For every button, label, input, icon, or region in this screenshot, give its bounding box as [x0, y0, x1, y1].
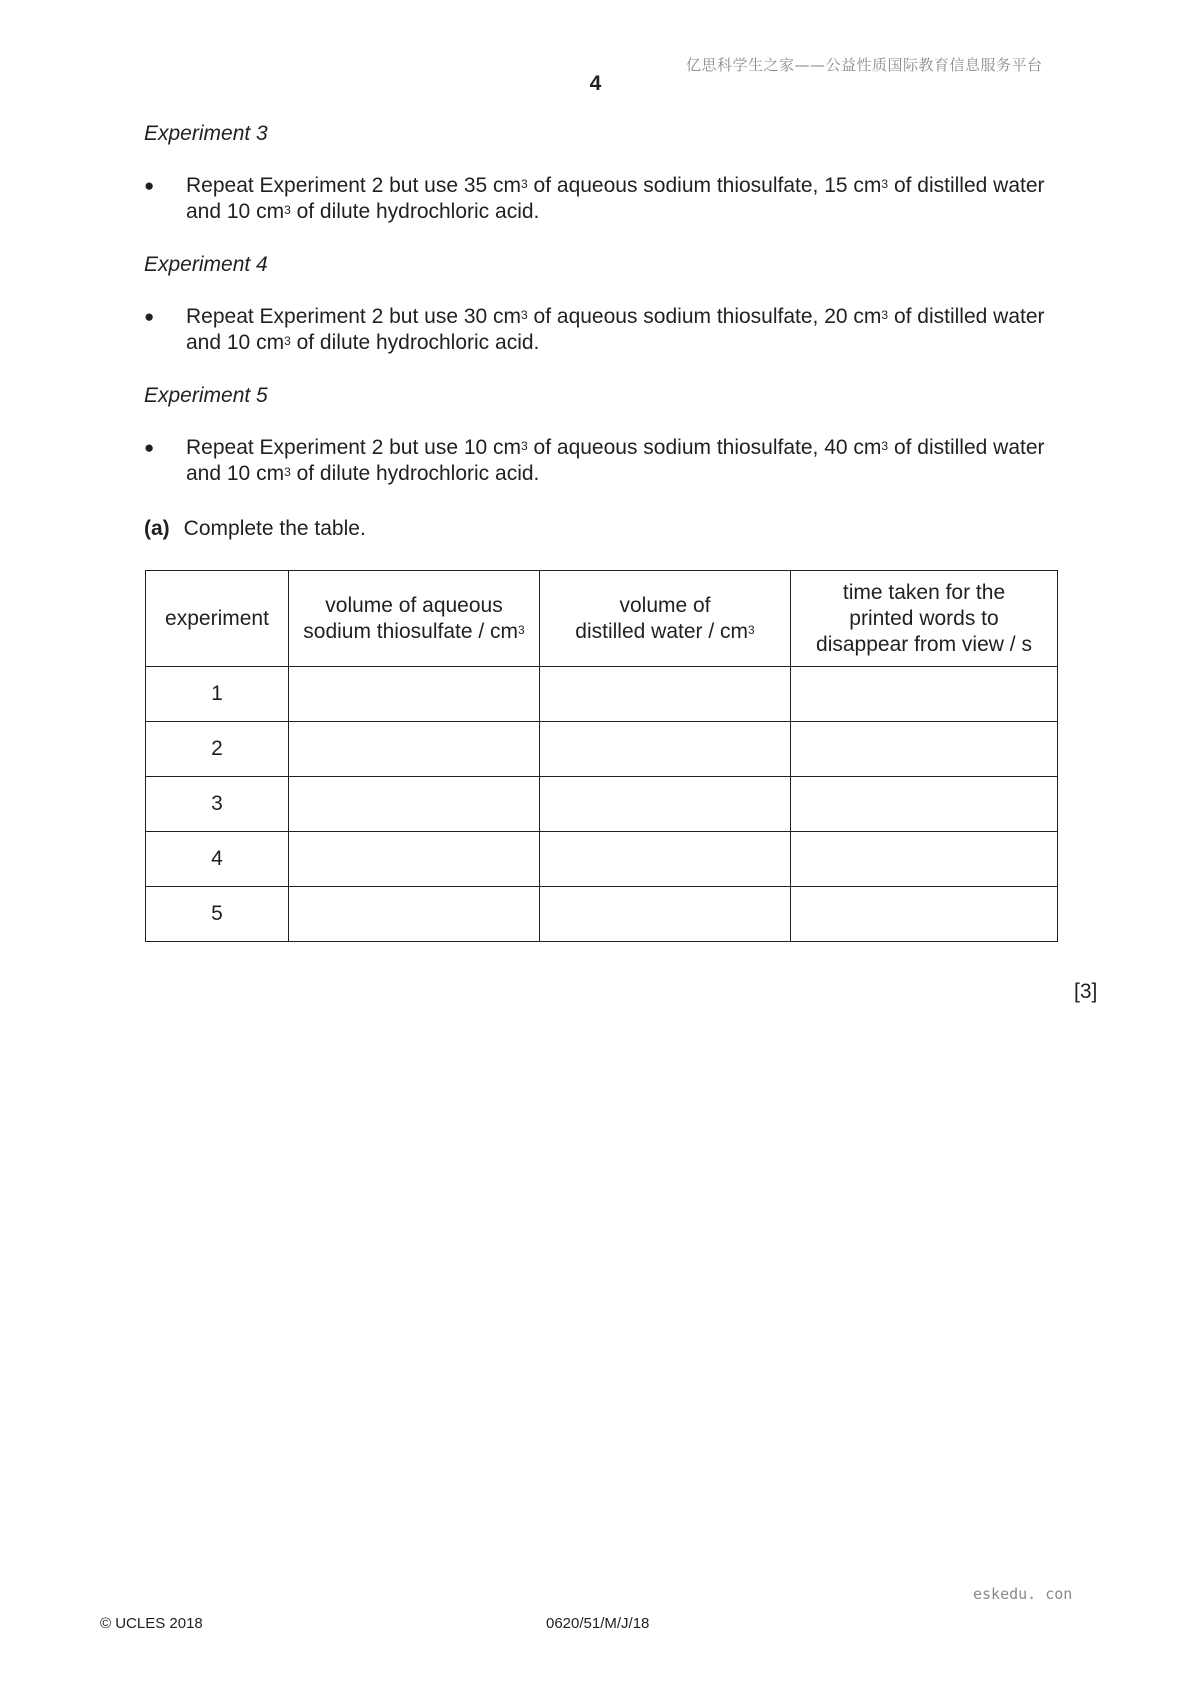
water-volume-cell[interactable] — [540, 777, 791, 832]
row-experiment-number: 1 — [146, 667, 289, 722]
table-row — [146, 722, 1058, 777]
thiosulfate-volume-cell[interactable] — [289, 667, 540, 722]
thiosulfate-volume-cell[interactable] — [289, 887, 540, 942]
water-volume-cell[interactable] — [540, 667, 791, 722]
page-number: 4 — [589, 72, 602, 95]
instruction-text: Repeat Experiment 2 but use 30 $cm^3$ of aqueous sodium thiosulfate, 20 $cm^3$ of distilled water and 10 $cm^3$ of dilute hydrochloric acid. — [186, 305, 1045, 354]
copyright: © UCLES 2018 — [100, 1615, 203, 1632]
row-experiment-number: 5 — [146, 887, 289, 942]
time-taken-cell[interactable] — [791, 832, 1058, 887]
water-volume-cell[interactable] — [540, 722, 791, 777]
experiment-5-heading: Experiment 5 — [144, 384, 268, 407]
table-row — [146, 667, 1058, 722]
question-part-a — [144, 517, 366, 541]
paper-code: 0620/51/M/J/18 — [546, 1615, 650, 1632]
thiosulfate-volume-cell[interactable] — [289, 832, 540, 887]
watermark-footer: eskedu. con — [973, 1585, 1073, 1603]
time-taken-cell[interactable] — [791, 722, 1058, 777]
time-taken-cell[interactable] — [791, 777, 1058, 832]
results-table — [145, 570, 1058, 942]
thiosulfate-volume-cell[interactable] — [289, 777, 540, 832]
row-experiment-number: 3 — [146, 777, 289, 832]
marks-allocation: [3] — [1074, 980, 1098, 1003]
water-volume-cell[interactable] — [540, 832, 791, 887]
bullet-icon: ● — [144, 176, 155, 195]
water-volume-cell[interactable] — [540, 887, 791, 942]
table-header-row — [146, 571, 1058, 667]
table-row — [146, 832, 1058, 887]
experiment-3-heading: Experiment 3 — [144, 122, 268, 145]
watermark-header: 亿思科学生之家——公益性质国际教育信息服务平台 — [686, 56, 1043, 74]
table-row — [146, 887, 1058, 942]
row-experiment-number: 4 — [146, 832, 289, 887]
time-taken-cell[interactable] — [791, 887, 1058, 942]
experiment-5-instruction — [144, 435, 1104, 491]
time-taken-cell[interactable] — [791, 667, 1058, 722]
thiosulfate-volume-cell[interactable] — [289, 722, 540, 777]
question-label: (a) — [144, 517, 170, 540]
header-water-volume: volume of distilled water / $cm^3$ — [540, 571, 791, 667]
bullet-icon: ● — [144, 307, 155, 326]
instruction-text: Repeat Experiment 2 but use 10 $cm^3$ of aqueous sodium thiosulfate, 40 $cm^3$ of distilled water and 10 $cm^3$ of dilute hydrochloric acid. — [186, 436, 1045, 485]
experiment-4-instruction — [144, 304, 1104, 360]
header-experiment: experiment — [146, 571, 289, 667]
header-time-taken: time taken for the printed words to disappear from view / s — [791, 571, 1058, 667]
header-thiosulfate-volume: volume of aqueous sodium thiosulfate / $cm^3$ — [289, 571, 540, 667]
row-experiment-number: 2 — [146, 722, 289, 777]
experiment-4-heading: Experiment 4 — [144, 253, 268, 276]
instruction-text: Repeat Experiment 2 but use 35 $cm^3$ of aqueous sodium thiosulfate, 15 $cm^3$ of distilled water and 10 $cm^3$ of dilute hydrochloric acid. — [186, 174, 1045, 223]
table-row — [146, 777, 1058, 832]
question-text: Complete the table. — [183, 517, 366, 540]
experiment-3-instruction — [144, 173, 1104, 229]
bullet-icon: ● — [144, 438, 155, 457]
